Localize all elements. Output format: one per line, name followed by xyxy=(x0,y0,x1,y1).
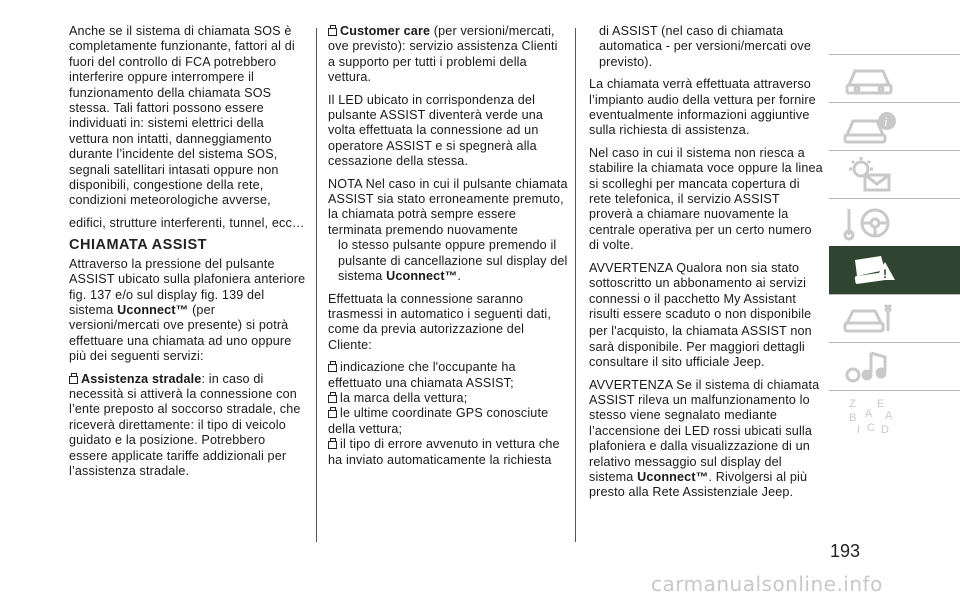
column-divider xyxy=(575,28,576,542)
bullet-item: Customer care (per versioni/mercati, ove previsto): servizio assistenza Clienti a supporto per tutti i problemi della vettura. xyxy=(328,24,558,85)
watermark: carmanualsonline.info xyxy=(651,572,883,596)
page-number: 193 xyxy=(830,541,861,561)
tab-emergency[interactable] xyxy=(829,246,960,294)
car-emergency-icon xyxy=(841,252,901,288)
paragraph: Attraverso la pressione del pulsante ASSIST ubicato sulla plafoniera anteriore fig. 137 e/o sul display fig. 139 del sistema Uconnect™ (per versioni/mercati ove presente) si potrà effettuare una chiamata ad uno oppure più dei seguenti servizi: xyxy=(69,256,306,364)
list-item: la marca della vettura; xyxy=(328,391,568,406)
warning-light-envelope-icon xyxy=(841,157,901,193)
chapter-sidebar xyxy=(829,54,960,438)
text-column-3 xyxy=(589,24,825,508)
bullet-icon xyxy=(328,441,337,449)
paragraph: Nel caso in cui il sistema non riesca a stabilire la chiamata voce oppure la linea si scolleghi per mancata copertura di rete telefonica, il servizio ASSIST proverà a chiamare nuovamente la centrale operativa per un certo numero di volte. xyxy=(589,145,823,253)
paragraph: AVVERTENZA Qualora non sia stato sottoscritto un abbonamento ai servizi connessi o il pacchetto My Assistant risulti essere scaduto o non disponibile xyxy=(589,260,812,321)
paragraph: La chiamata verrà effettuata attraverso l’impianto audio della vettura per fornire eventualmente informazioni aggiuntive sulla richiesta di assistenza. xyxy=(589,77,816,138)
bullet-icon xyxy=(328,395,337,403)
svg-text:Z: Z xyxy=(849,398,856,410)
car-front-icon xyxy=(841,61,901,97)
svg-text:A: A xyxy=(885,410,893,422)
text-column-1 xyxy=(69,24,307,486)
alphabet-index-icon xyxy=(841,397,901,437)
steering-wheel-tools-icon xyxy=(841,205,901,241)
section-heading: CHIAMATA ASSIST xyxy=(69,237,207,254)
paragraph: AVVERTENZA Se il sistema di chiamata ASSIST rileva un malfunzionamento lo stesso viene segnalato mediante l’accensione dei LED rossi ubicati sulla plafoniera e dalla visualizzazione di un relativo messaggio sul display del sistema Uconnect™. Rivolgersi al più presto alla Rete Assistenziale Jeep. xyxy=(589,377,820,500)
svg-text:B: B xyxy=(849,412,857,424)
list-item: indicazione che l'occupante ha effettuato una chiamata ASSIST; xyxy=(328,360,516,390)
paragraph: di ASSIST (nel caso di chiamata automatica - per versioni/mercati ove previsto). xyxy=(599,24,812,69)
tab-maintenance[interactable] xyxy=(829,294,960,342)
bullet-item: Assistenza stradale: in caso di necessità si attiverà la connessione con l’ente preposto al soccorso stradale, che riceverà direttamente: il tipo di veicolo guidato e la posizione. Potrebbero essere applicate tariffe addizionali per l’assistenza stradale. xyxy=(69,371,301,478)
svg-text:C: C xyxy=(867,422,875,434)
tab-index[interactable] xyxy=(829,390,960,438)
paragraph: per l'acquisto, la chiamata ASSIST non sarà disponibile. Per maggiori dettagli consultare il sito ufficiale Jeep. xyxy=(589,324,812,370)
tab-instruments[interactable] xyxy=(829,102,960,150)
svg-text:!: ! xyxy=(883,267,887,281)
paragraph: Anche se il sistema di chiamata SOS è completamente funzionante, fattori al di fuori del controllo di FCA potrebbero interferire oppure interrompere il funzionamento della chiamata SOS stessa. Tali fattori possono essere individuati in: sistemi elettrici della vettura non intatti, danneggiamento durante l’incidente del sistema SOS, segnali satellitari intasati oppure non disponibili, congestione della rete, condizioni meteorologiche avverse, xyxy=(69,24,295,208)
car-info-icon xyxy=(841,109,901,145)
svg-text:D: D xyxy=(881,424,889,436)
bullet-icon xyxy=(328,364,337,372)
media-music-icon xyxy=(841,349,901,385)
svg-text:I: I xyxy=(857,424,861,436)
svg-text:i: i xyxy=(884,114,888,129)
svg-text:A: A xyxy=(865,408,873,420)
paragraph: edifici, strutture interferenti, tunnel, ecc… xyxy=(69,215,305,230)
column-divider xyxy=(316,28,317,542)
bullet-icon xyxy=(328,28,337,36)
bullet-icon xyxy=(328,410,337,418)
list-item: le ultime coordinate GPS conosciute della vettura; xyxy=(328,406,549,436)
paragraph: NOTA Nel caso in cui il pulsante chiamata ASSIST sia stato erroneamente premuto, la chiamata potrà sempre essere terminata premendo nuovamente xyxy=(328,176,568,237)
car-service-icon xyxy=(841,301,901,337)
tab-warning-lights[interactable] xyxy=(829,150,960,198)
svg-text:E: E xyxy=(877,398,885,410)
tab-car-overview[interactable] xyxy=(829,54,960,102)
paragraph: Effettuata la connessione saranno trasmessi in automatico i seguenti dati, come da previa autorizzazione del Cliente: xyxy=(328,291,551,352)
tab-multimedia[interactable] xyxy=(829,342,960,390)
paragraph: lo stesso pulsante oppure premendo il pulsante di cancellazione sul display del sistema Uconnect™. xyxy=(338,238,568,284)
list-item: il tipo di errore avvenuto in vettura che ha inviato automaticamente la richiesta xyxy=(328,437,560,467)
text-column-2 xyxy=(328,24,568,468)
tab-safety[interactable] xyxy=(829,198,960,246)
bullet-icon xyxy=(69,376,78,384)
paragraph: Il LED ubicato in corrispondenza del pulsante ASSIST diventerà verde una volta effettuata la connessione ad un operatore ASSIST e si spegnerà alla cessazione della stessa. xyxy=(328,92,544,169)
